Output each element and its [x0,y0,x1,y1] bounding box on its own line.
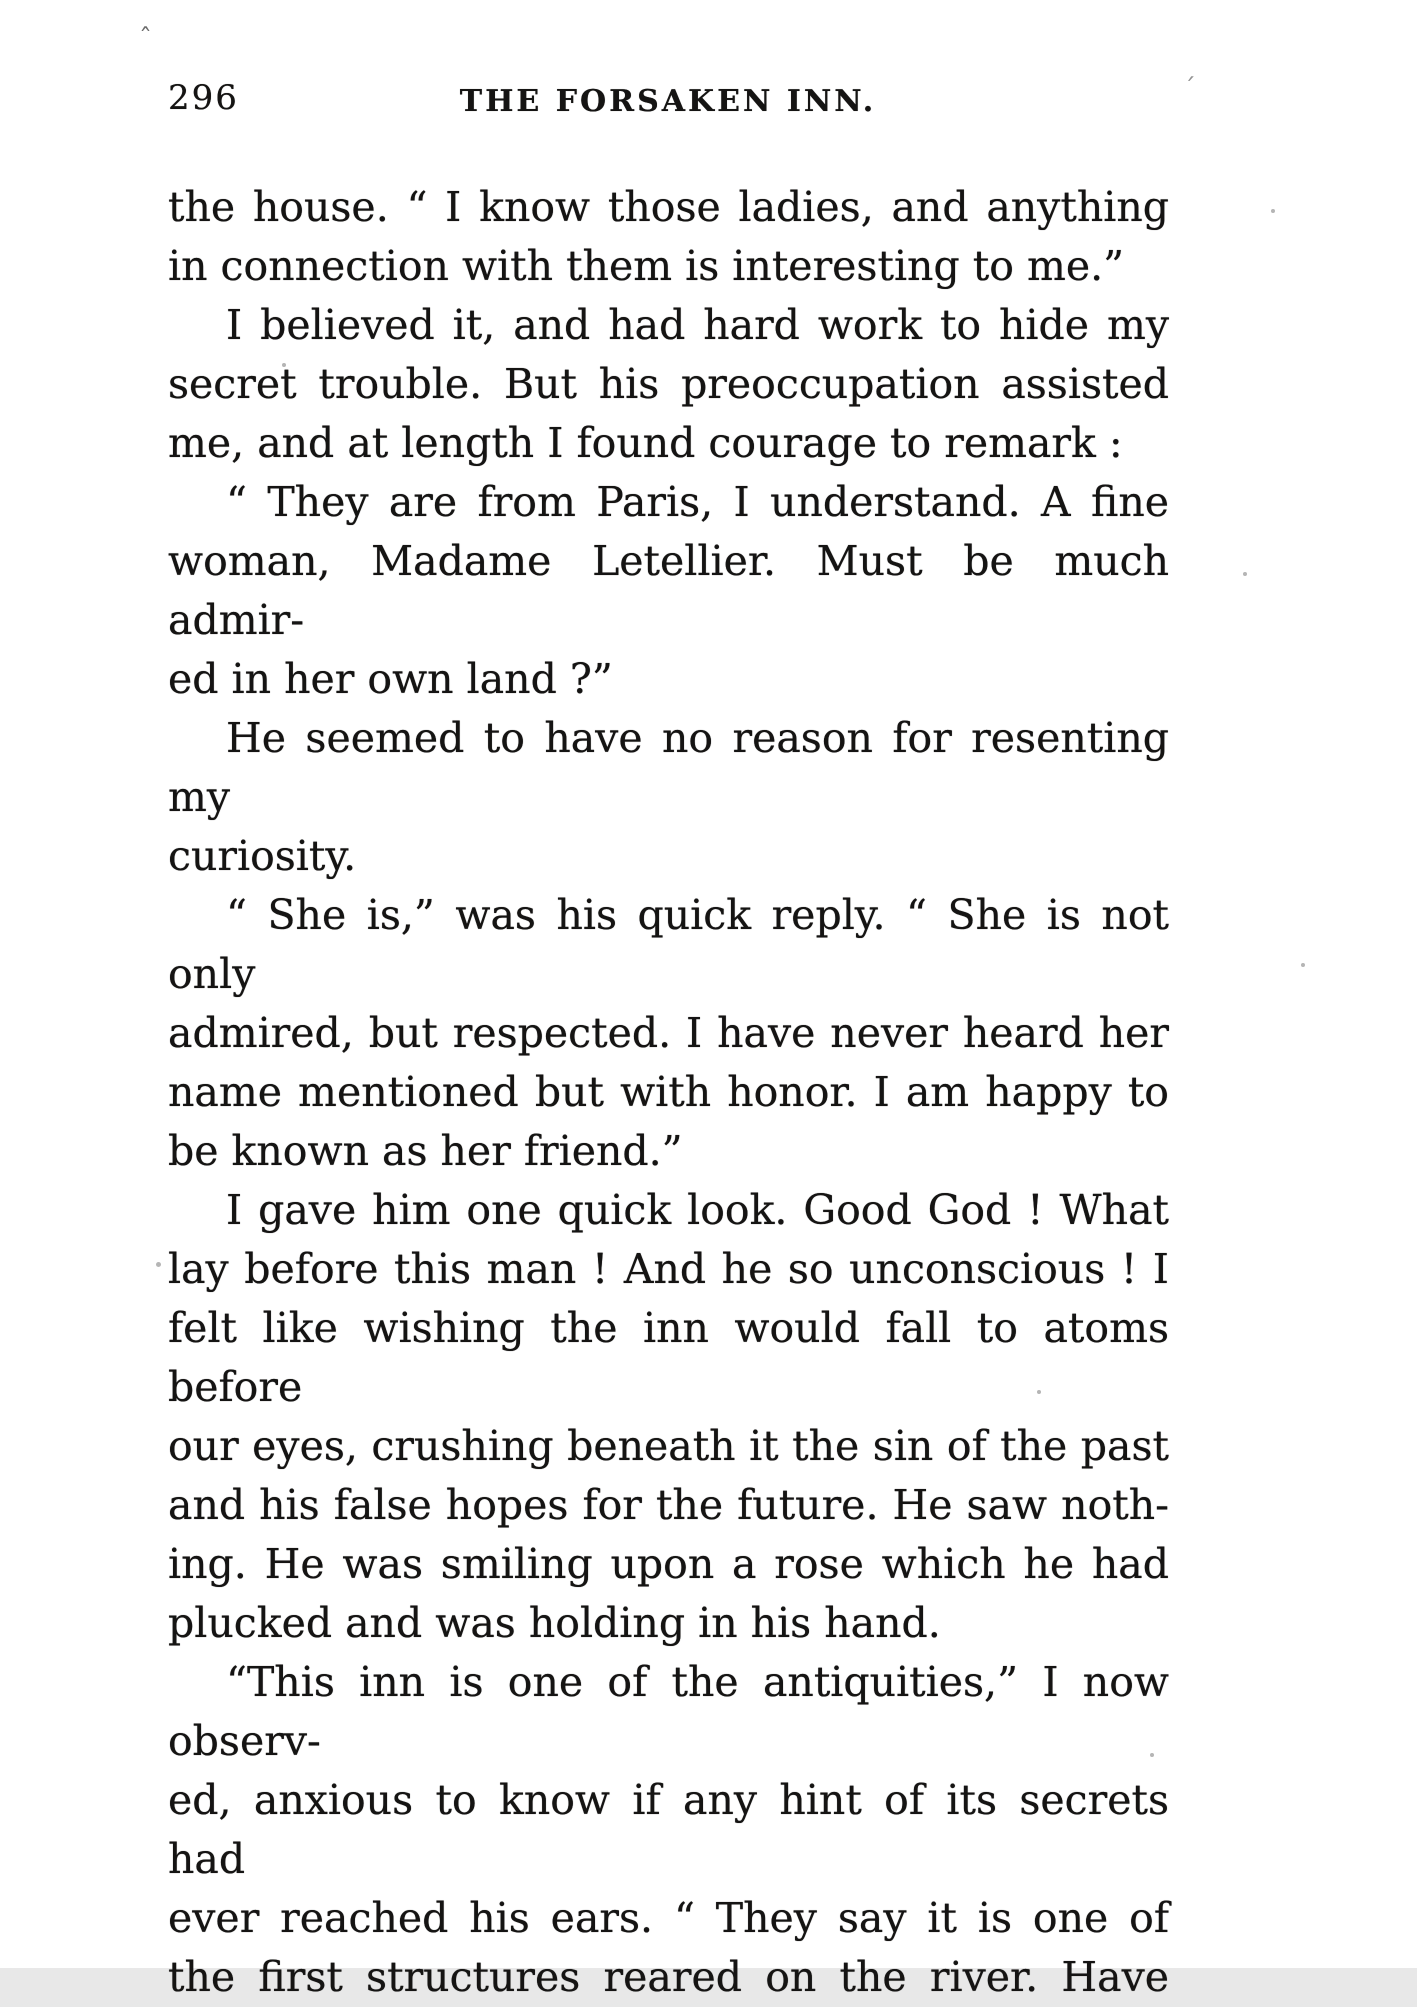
text-line: “ They are from Paris, I understand. A fine [226,478,1169,526]
text-line: woman, Madame Letellier. Must be much admir- [168,537,1169,644]
scan-speck [282,363,286,367]
running-title: THE FORSAKEN INN. [459,84,877,119]
scan-speck [1037,1390,1041,1394]
text-line: I gave him one quick look. Good God ! What [226,1186,1169,1234]
page-body-text [168,178,1169,2007]
text-line: the first structures reared on the river. Have [168,1953,1169,2001]
text-line: the house. “ I know those ladies, and anything [168,183,1169,231]
text-line: curiosity. [168,832,357,880]
text-line: ing. He was smiling upon a rose which he had [168,1540,1169,1588]
scan-artifact-accent: ´ [1183,74,1196,104]
text-line: I believed it, and had hard work to hide my [226,301,1169,349]
paragraph [168,1181,1169,1653]
scan-speck [1243,572,1247,576]
paragraph [168,1653,1169,2007]
text-line: “ She is,” was his quick reply. “ She is not only [168,891,1169,998]
page-number: 296 [168,78,239,118]
running-header [168,76,1168,122]
text-line: secret trouble. But his preoccupation assisted [168,360,1169,408]
scan-speck [1150,1753,1154,1757]
paragraph [168,296,1169,473]
scan-speck [1301,963,1305,967]
text-line: me, and at length I found courage to remark : [168,419,1123,467]
text-line: plucked and was holding in his hand. [168,1599,941,1647]
text-line: He seemed to have no reason for resenting my [168,714,1169,821]
paragraph [168,709,1169,886]
text-line: in connection with them is interesting to me.” [168,242,1125,290]
scan-speck [156,1262,161,1267]
text-line: lay before this man ! And he so unconscious ! I [168,1245,1169,1293]
paragraph [168,473,1169,709]
text-line: and his false hopes for the future. He saw noth- [168,1481,1169,1529]
scan-speck [1271,209,1275,213]
text-line: be known as her friend.” [168,1127,683,1175]
text-line: name mentioned but with honor. I am happy to [168,1068,1169,1116]
text-line: ed in her own land ?” [168,655,613,703]
text-line: admired, but respected. I have never heard her [168,1009,1169,1057]
text-line: our eyes, crushing beneath it the sin of the past [168,1422,1169,1470]
text-line: felt like wishing the inn would fall to atoms before [168,1304,1169,1411]
paragraph [168,178,1169,296]
paragraph [168,886,1169,1181]
text-line: ever reached his ears. “ They say it is one of [168,1894,1169,1942]
text-line: “This inn is one of the antiquities,” I now observ- [168,1658,1169,1765]
scan-artifact-caret: ˆ [139,24,152,54]
text-line: ed, anxious to know if any hint of its secrets had [168,1776,1169,1883]
